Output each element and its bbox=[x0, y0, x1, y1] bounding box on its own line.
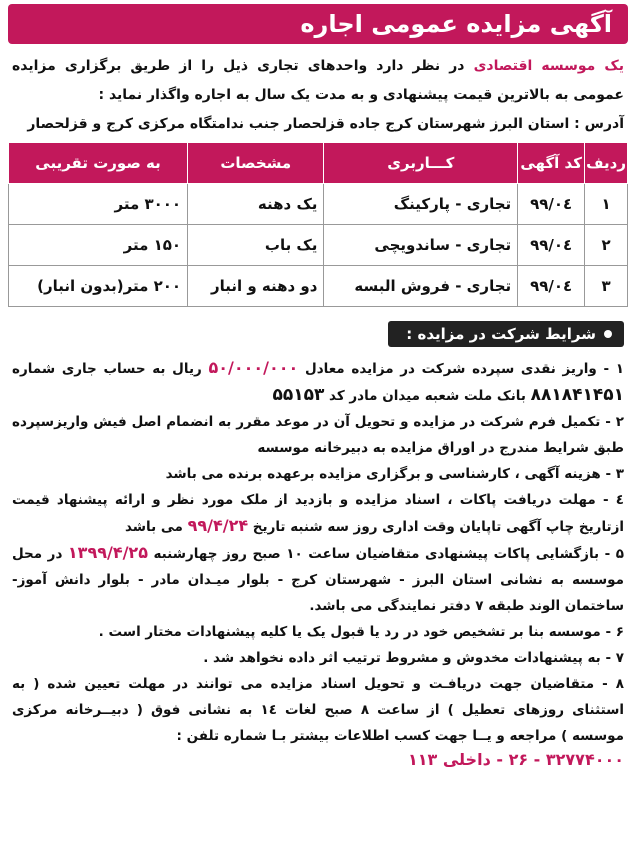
cell-code: ۹۹/۰٤ bbox=[518, 266, 585, 307]
table-row bbox=[9, 266, 628, 307]
cell-number: ۳ bbox=[585, 266, 628, 307]
condition-4: ٤ - مهلت دریافت پاکات ، اسناد مزایده و بازدید از ملک مورد نظر و ارائه پیشنهاد قیمت ازتاریخ چاپ آگهی تاپایان وقت اداری روز سه شنبه تاریخ ۹۹/۴/۲۴ می باشد bbox=[12, 492, 624, 535]
cell-spec: یک دهنه bbox=[188, 184, 324, 225]
condition-5: ۵ - بازگشایی پاکات پیشنهادی متقاضیان ساعت ۱۰ صبح روز چهارشنبه ۱۳۹۹/۴/۲۵ در محل موسسه به نشانی استان البرز - شهرستان کرج - بلوار میـدان مادر - بلوار دانش آموز- ساختمان الوند طبقه ۷ دفتر نمایندگی می باشد. bbox=[12, 543, 624, 614]
intro-text: در نظر دارد واحدهای تجاری ذیل را از طریق برگزاری مزایده عمومی به بالاترین قیمت پیشنهادی و به مدت یک سال به اجاره واگذار نماید : bbox=[12, 58, 624, 103]
conditions-list bbox=[12, 355, 624, 749]
intro-org: یک موسسه اقتصادی bbox=[473, 58, 624, 74]
condition-1: ۱ - واریز نقدی سپرده شرکت در مزایده معادل ۵۰/۰۰۰/۰۰۰ ریال به حساب جاری شماره ۸۸۱۸۴۱۴۵۱ بانک ملت شعبه میدان مادر کد ۵۵۱۵۳ bbox=[12, 358, 625, 405]
notice-title: آگهی مزایده عمومی اجاره bbox=[8, 4, 628, 44]
conditions-title: شرایط شرکت در مزایده : bbox=[406, 325, 596, 343]
cell-use: تجاری - ساندویچی bbox=[324, 225, 518, 266]
cell-code: ۹۹/۰٤ bbox=[518, 225, 585, 266]
account-number: ۸۸۱۸۴۱۴۵۱ bbox=[530, 385, 624, 405]
cell-number: ۱ bbox=[585, 184, 628, 225]
cell-code: ۹۹/۰٤ bbox=[518, 184, 585, 225]
deadline-date: ۹۹/۴/۲۴ bbox=[187, 516, 249, 535]
condition-6: ۶ - موسسه بنا بر تشخیص خود در رد یا قبول یک یا کلیه پیشنهادات مختار است . bbox=[98, 624, 624, 640]
deposit-amount: ۵۰/۰۰۰/۰۰۰ bbox=[208, 358, 299, 377]
header-area: به صورت تقریبی bbox=[9, 143, 188, 184]
opening-date: ۱۳۹۹/۴/۲۵ bbox=[67, 543, 148, 562]
condition-3: ۳ - هزینه آگهی ، کارشناسی و برگزاری مزایده برعهده برنده می باشد bbox=[165, 466, 624, 482]
cell-area: ۳۰۰۰ متر bbox=[9, 184, 188, 225]
table-row bbox=[9, 225, 628, 266]
bullet-icon bbox=[604, 330, 612, 338]
cell-area: ۲۰۰ متر(بدون انبار) bbox=[9, 266, 188, 307]
table-header-row bbox=[9, 143, 628, 184]
condition-8: ۸ - متقاضیان جهت دریافـت و تحویل اسناد مزایده می توانند در مهلت تعیین شده ( به استثنای روزهای تعطیل ) از ساعت ۸ صبح لغات ۱٤ به نشانی فوق ( دبیــرخانه مرکزی موسسه ) مراجعه و یــا جهت کسب اطلاعات بیشتر بـا شماره تلفن : bbox=[12, 676, 624, 744]
header-use: کـــاربری bbox=[324, 143, 518, 184]
condition-7: ۷ - به پیشنهادات مخدوش و مشروط ترتیب اثر داده نخواهد شد . bbox=[203, 650, 624, 666]
header-spec: مشخصات bbox=[188, 143, 324, 184]
cell-spec: یک باب bbox=[188, 225, 324, 266]
units-table bbox=[8, 142, 628, 307]
branch-code: ۵۵۱۵۳ bbox=[272, 385, 325, 405]
phone-number: ۳۲۷۷۴۰۰۰ - ۲۶ - داخلی ۱۱۳ bbox=[407, 750, 624, 769]
table-row bbox=[9, 184, 628, 225]
header-row-number: ردیف bbox=[585, 143, 628, 184]
cell-use: تجاری - فروش البسه bbox=[324, 266, 518, 307]
intro-paragraph bbox=[12, 52, 624, 110]
address-line: آدرس : استان البرز شهرستان کرج جاده قزلحصار جنب ندامتگاه مرکزی کرج و قزلحصار bbox=[27, 116, 624, 132]
cell-area: ۱۵۰ متر bbox=[9, 225, 188, 266]
cell-spec: دو دهنه و انبار bbox=[188, 266, 324, 307]
cell-number: ۲ bbox=[585, 225, 628, 266]
conditions-heading bbox=[388, 321, 624, 347]
condition-2: ۲ - تکمیل فرم شرکت در مزایده و تحویل آن در موعد مقرر به انضمام اصل فیش واریزسپرده طبق شرایط مندرج در اوراق مزایده به دبیرخانه موسسه bbox=[12, 414, 624, 456]
header-code: کد آگهی bbox=[518, 143, 585, 184]
cell-use: تجاری - پارکینگ bbox=[324, 184, 518, 225]
